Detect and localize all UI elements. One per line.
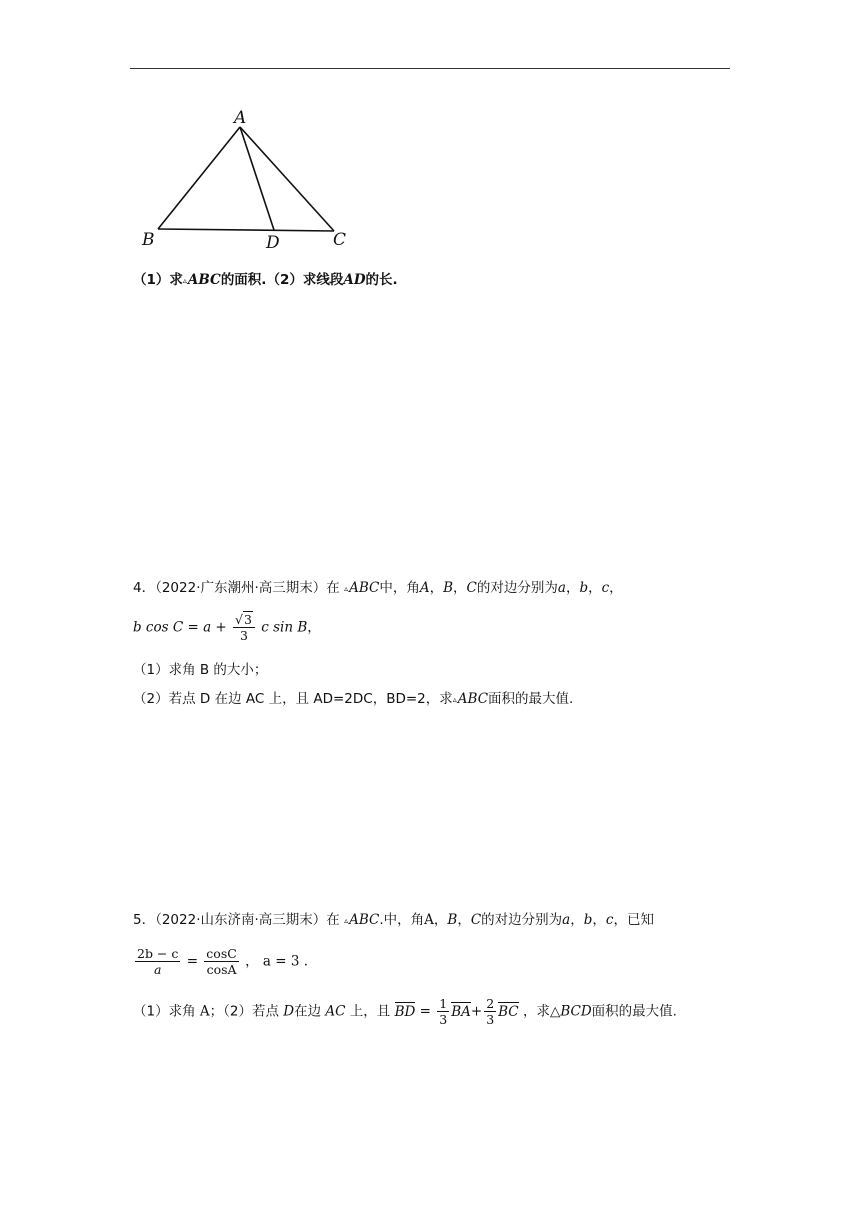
q5-den-3: 3 (486, 1012, 495, 1027)
q4-text: 的对边分别为 (476, 580, 558, 596)
q5-text: ，已知 (613, 912, 654, 928)
q4-fraction (233, 612, 255, 643)
q5-text: 在 (326, 912, 340, 928)
q4-text: （2）若点 D 在边 AC 上，且 AD=2DC，BD=2，求 (133, 691, 453, 707)
q4-stem (133, 578, 623, 599)
q5-text: 在边 (294, 1003, 322, 1020)
q5-fraction-two-thirds (484, 996, 496, 1027)
q5-var: A (424, 912, 434, 928)
triangle-symbol: ▵ (452, 695, 457, 704)
q5-fraction-third (437, 996, 449, 1027)
q5-num-2: 2 (486, 996, 495, 1011)
q4-number: 4． (133, 580, 156, 596)
q5-var: c (605, 912, 614, 928)
q5-frac2-den: cosA (206, 962, 237, 977)
q5-var: a (562, 912, 571, 928)
q5-frac1-den: a (153, 962, 162, 977)
q4-part1: （1）求角 B 的大小； (133, 662, 268, 678)
q4-sep: ， (453, 580, 467, 596)
q4-abc: ABC (349, 580, 380, 596)
q4-sep: ， (429, 580, 444, 596)
q4-eq-lhs: b cos C = a + (133, 619, 227, 636)
triangle-symbol: ▵ (344, 916, 349, 925)
q5-fraction-2 (204, 946, 239, 977)
q5-num-1: 1 (439, 996, 448, 1011)
triangle-symbol: ▵ (182, 276, 187, 285)
q5-sep: ， (433, 912, 448, 928)
edge-bc (158, 229, 334, 231)
edge-ac (240, 127, 334, 231)
q4-sep: ， (609, 580, 623, 596)
q5-var: b (583, 912, 593, 928)
q3-ad: AD (343, 272, 366, 288)
q3-text: （1）求 (133, 272, 183, 288)
q4-denominator: 3 (240, 628, 248, 643)
triangle-figure (130, 100, 370, 260)
q4-var: b (579, 580, 589, 596)
q4-abc: ABC (457, 691, 489, 707)
sqrt-symbol: √3 (235, 612, 252, 627)
q5-equals: = (186, 953, 198, 970)
label-b: B (142, 230, 155, 250)
edge-ad (240, 127, 274, 230)
q5-stem: 5．（2022·山东济南·高三期末）在 ▵ABC.中，角A，B，C的对边分别为a，b，c，已知 (133, 912, 654, 928)
q4-var: C (466, 580, 477, 596)
q5-var: A (199, 1003, 210, 1020)
edge-ab (158, 127, 240, 229)
q5-frac2-num: cosC (206, 946, 237, 961)
q5-text: 上，且 (349, 1003, 391, 1020)
q4-text: 中，角 (379, 580, 420, 596)
q5-text: 面积的最大值. (591, 1003, 677, 1020)
label-d: D (266, 233, 280, 253)
label-c: C (333, 230, 347, 250)
q5-bcd: BCD (560, 1003, 592, 1020)
q5-parts: （1）求角 A；（2）若点 D在边 AC 上，且 BD = $\frac{1}{3}$ BA+ $\frac{2}{3}$ BC ，求△BCD面积的最大值. (133, 996, 677, 1027)
q5-abc: ABC (349, 912, 380, 928)
q4-equation (133, 612, 321, 643)
q5-condition: ， a = 3 . (245, 953, 309, 970)
q3-text: 的面积.（2）求线段 (220, 272, 344, 288)
q5-var: AC (325, 1003, 346, 1020)
q5-text: ，求△ (522, 1003, 561, 1020)
q5-equation (133, 946, 308, 977)
q4-var: c (601, 580, 610, 596)
q4-eq-rhs: c sin B (261, 619, 308, 636)
q4-text: 在 (326, 580, 340, 596)
q3-abc: ABC (187, 272, 221, 288)
q4-var: A (419, 580, 430, 596)
header-rule (130, 68, 730, 69)
q4-text: 面积的最大值. (488, 691, 574, 707)
q5-den-3: 3 (439, 1012, 448, 1027)
q3-parts (133, 270, 398, 291)
q5-text: （1）求角 (133, 1003, 196, 1020)
vector-bc: BC (498, 1003, 519, 1020)
q5-var: C (470, 912, 482, 928)
q5-text: ；（2）若点 (209, 1003, 279, 1020)
q4-var: a (557, 580, 566, 596)
vector-bd: BD (394, 1003, 416, 1020)
q4-sep: ， (565, 580, 580, 596)
q4-part2 (133, 689, 573, 710)
q5-number: 5． (133, 912, 156, 928)
q5-fraction-1 (135, 946, 180, 977)
vector-ba: BA (451, 1003, 471, 1020)
q5-text: 的对边分别为 (481, 912, 563, 928)
q5-source: （2022·山东济南·高三期末） (155, 912, 327, 928)
q4-radicand: 3 (243, 612, 252, 627)
q4-sep: ， (588, 580, 602, 596)
q4-source: （2022·广东潮州·高三期末） (155, 580, 327, 596)
q3-text: 的长. (365, 272, 398, 288)
triangle-symbol: ▵ (344, 584, 349, 593)
label-a: A (234, 108, 247, 128)
q5-var: D (283, 1003, 295, 1020)
q5-frac1-num: 2b − c (137, 946, 179, 961)
q4-var: B (443, 580, 454, 596)
q5-sep: ， (457, 912, 471, 928)
q4-sep: ， (307, 619, 321, 636)
q5-var: B (447, 912, 458, 928)
q5-text: .中，角 (379, 912, 425, 928)
